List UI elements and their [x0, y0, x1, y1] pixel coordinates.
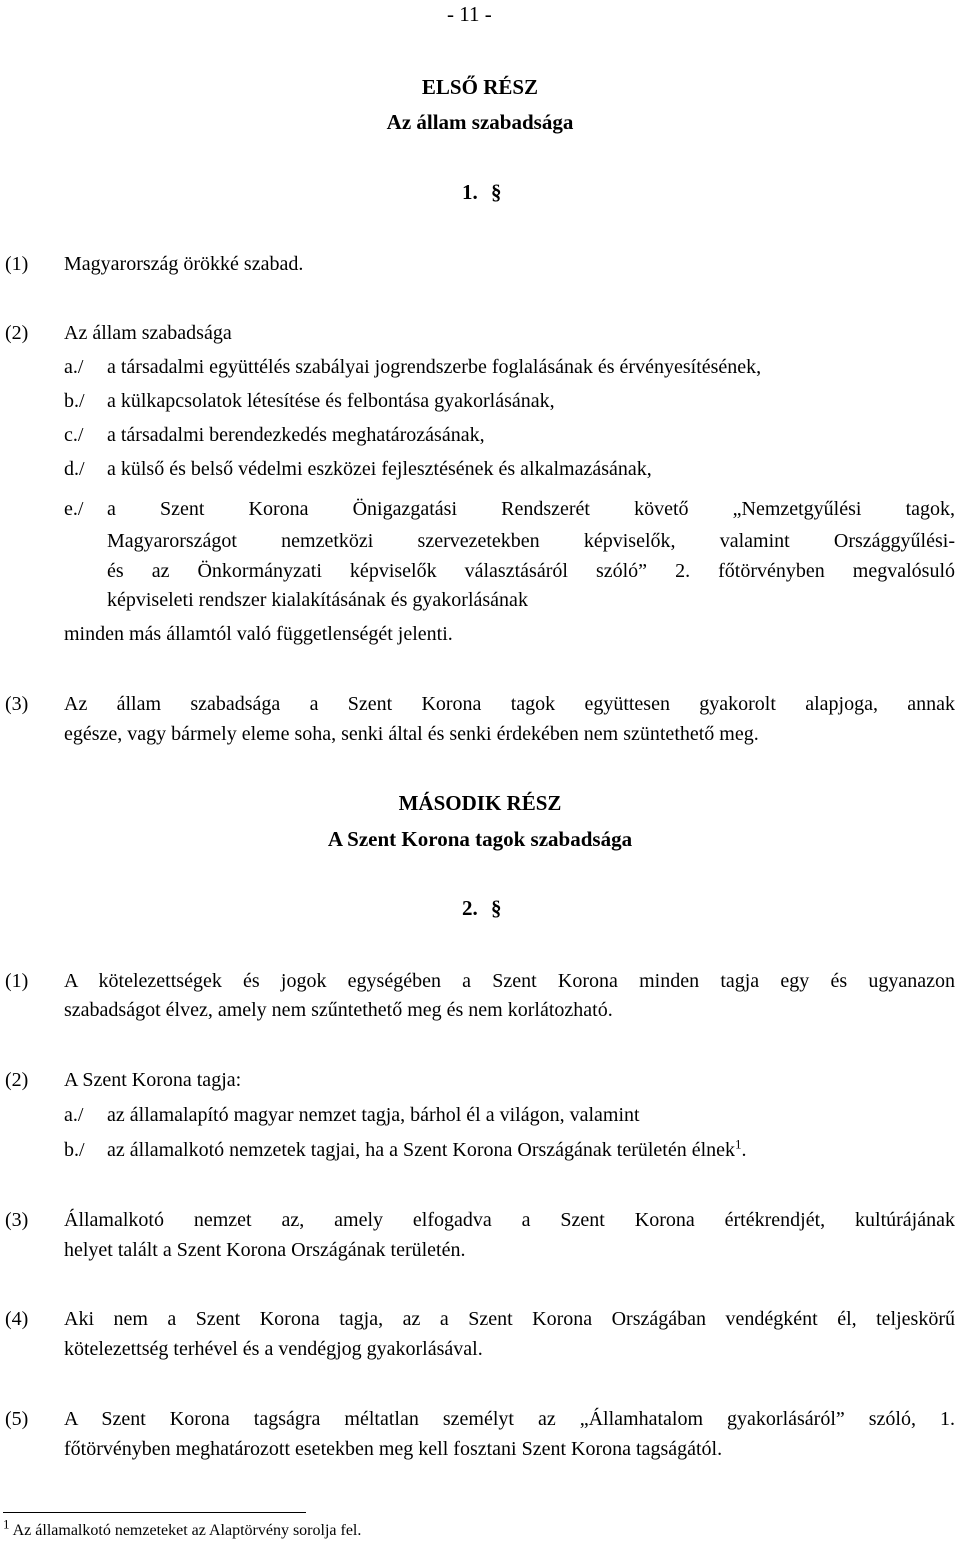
section-symbol: §	[491, 896, 502, 920]
section-2-heading	[462, 898, 502, 919]
section-1-heading	[462, 182, 502, 203]
para-number: (1)	[5, 253, 29, 275]
para-number: (4)	[5, 1308, 29, 1330]
list-item-line: Magyarországot nemzetközi szervezetekben képviselők, valamint Országgyűlési-	[107, 530, 955, 552]
para-number: (5)	[5, 1408, 29, 1430]
section-symbol: §	[491, 180, 502, 204]
list-item-tail: .	[741, 1139, 747, 1161]
para-closing: minden más államtól való függetlenségét jelenti.	[64, 623, 453, 645]
footnote-text: Az államalkotó nemzeteket az Alaptörvény sorolja fel.	[12, 1522, 362, 1539]
list-marker: d./	[64, 458, 85, 480]
list-marker: a./	[64, 1104, 84, 1126]
part1-subtitle: Az állam szabadsága	[386, 110, 574, 134]
page-number: - 11 -	[447, 2, 492, 26]
part2-subtitle: A Szent Korona tagok szabadsága	[327, 827, 633, 851]
list-item-line: képviseleti rendszer kialakításának és gyakorlásának	[107, 589, 528, 611]
list-marker: c./	[64, 424, 84, 446]
footnote-divider	[3, 1512, 306, 1513]
para-line: egésze, vagy bármely eleme soha, senki által és senki érdekében nem szüntethető meg.	[64, 723, 759, 745]
para-line: Államalkotó nemzet az, amely elfogadva a Szent Korona értékrendjét, kultúrájának	[64, 1209, 955, 1231]
list-item	[107, 1136, 747, 1161]
para-number: (1)	[5, 970, 29, 992]
para-number: (2)	[5, 322, 29, 344]
list-item-text: az államalkotó nemzetek tagjai, ha a Szent Korona Országának területén élnek	[107, 1139, 736, 1161]
list-item: a társadalmi együttélés szabályai jogrendszerbe foglalásának és érvényesítésének,	[107, 356, 762, 378]
list-item: a külkapcsolatok létesítése és felbontása gyakorlásának,	[107, 390, 555, 412]
section-number: 2.	[462, 896, 478, 920]
section-number: 1.	[462, 180, 478, 204]
para-intro: Az állam szabadsága	[64, 322, 232, 344]
para-line: kötelezettség terhével és a vendégjog gyakorlásával.	[64, 1338, 483, 1360]
para-number: (3)	[5, 1209, 29, 1231]
para-line: helyet talált a Szent Korona Országának területén.	[64, 1239, 466, 1261]
list-item: a társadalmi berendezkedés meghatározásának,	[107, 424, 485, 446]
para-text: Magyarország örökké szabad.	[64, 253, 304, 275]
list-marker: e./	[64, 498, 84, 520]
para-number: (2)	[5, 1069, 29, 1091]
footnote	[3, 1516, 362, 1539]
part2-title: MÁSODIK RÉSZ	[398, 791, 562, 815]
list-item: a külső és belső védelmi eszközei fejlesztésének és alkalmazásának,	[107, 458, 652, 480]
list-item-line: a Szent Korona Önigazgatási Rendszerét követő „Nemzetgyűlési tagok,	[107, 498, 955, 520]
para-line: szabadságot élvez, amely nem szűntethető meg és nem korlátozható.	[64, 999, 613, 1021]
footnote-ref[interactable]: 1	[735, 1136, 742, 1152]
para-line: A kötelezettségek és jogok egységében a Szent Korona minden tagja egy és ugyanazon	[64, 970, 955, 992]
para-line: A Szent Korona tagságra méltatlan személyt az „Államhatalom gyakorlásáról” szóló, 1.	[64, 1408, 955, 1430]
list-marker: a./	[64, 356, 84, 378]
para-line: Aki nem a Szent Korona tagja, az a Szent Korona Országában vendégként él, teljeskörű	[64, 1308, 955, 1330]
para-line: Az állam szabadsága a Szent Korona tagok együttesen gyakorolt alapjoga, annak	[64, 693, 955, 715]
list-marker: b./	[64, 1139, 85, 1161]
list-item-line: és az Önkormányzati képviselők választásáról szóló” 2. főtörvényben megvalósuló	[107, 560, 955, 582]
part1-title: ELSŐ RÉSZ	[421, 75, 539, 99]
list-marker: b./	[64, 390, 85, 412]
para-number: (3)	[5, 693, 29, 715]
footnote-mark: 1	[3, 1516, 10, 1532]
para-line: főtörvényben meghatározott esetekben meg kell fosztani Szent Korona tagságától.	[64, 1438, 723, 1460]
para-intro: A Szent Korona tagja:	[64, 1069, 242, 1091]
list-item: az államalapító magyar nemzet tagja, bárhol él a világon, valamint	[107, 1104, 640, 1126]
